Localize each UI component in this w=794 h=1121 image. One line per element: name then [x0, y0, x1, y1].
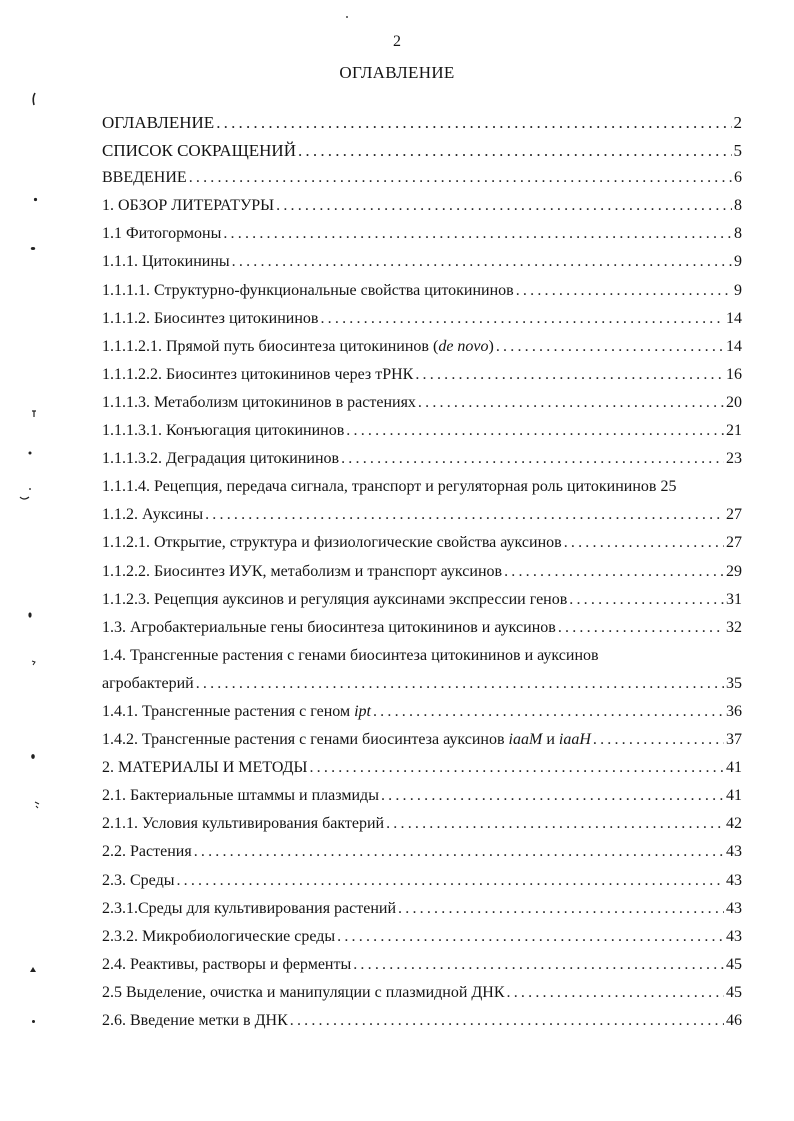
toc-entry-title: 1.4.2. Трансгенные растения с генами биосинтеза ауксинов iaaM и iaaH — [102, 731, 591, 749]
toc-entry-title: агробактерий — [102, 674, 194, 692]
toc-entry[interactable] — [102, 422, 742, 450]
toc-entry[interactable] — [102, 506, 742, 534]
toc-entry-page: 2 — [733, 113, 742, 132]
scan-speck — [31, 1019, 36, 1024]
dot-leader — [569, 591, 724, 609]
dot-leader — [386, 815, 724, 833]
toc-entry[interactable] — [102, 984, 742, 1012]
toc-entry-title: 1.1.2. Ауксины — [102, 506, 204, 524]
toc-entry-title: 2.4. Реактивы, растворы и ферменты — [102, 955, 352, 973]
dot-leader — [320, 310, 724, 328]
dot-leader — [176, 872, 724, 890]
toc-entry[interactable] — [102, 647, 742, 675]
scan-speck — [345, 15, 349, 19]
toc-entry-page: 45 — [726, 983, 742, 1001]
dot-leader — [232, 253, 732, 271]
dot-leader — [398, 900, 724, 918]
toc-entry-title: 2.3.2. Микробиологические среды — [102, 927, 336, 945]
dot-leader — [558, 619, 724, 637]
toc-entry-title: 1.1 Фитогормоны — [102, 225, 222, 243]
toc-entry-page: 5 — [733, 141, 742, 161]
toc-entry[interactable] — [102, 843, 742, 871]
toc-entry-title: 1.1.2.3. Рецепция ауксинов и регуляция ауксинами экспрессии генов — [102, 590, 568, 608]
toc-entry-page: 35 — [726, 674, 742, 692]
toc-entry-title: 1.1.1. Цитокинины — [102, 253, 230, 271]
toc-entry[interactable] — [102, 534, 742, 562]
toc-entry[interactable] — [102, 366, 742, 394]
toc-entry[interactable] — [102, 787, 742, 815]
dot-leader — [415, 366, 724, 384]
toc-entry-title: 2.3. Среды — [102, 871, 175, 889]
toc-entry-title: 1.1.2.1. Открытие, структура и физиологические свойства ауксинов — [102, 534, 562, 552]
dot-leader — [196, 675, 724, 693]
toc-entry-page: 25 — [660, 478, 677, 496]
toc-entry-page: 8 — [734, 197, 742, 215]
toc-entry[interactable] — [102, 310, 742, 338]
dot-leader — [341, 450, 724, 468]
dot-leader — [194, 843, 724, 861]
scan-speck — [31, 92, 37, 106]
dot-leader — [496, 338, 724, 356]
dot-leader — [353, 956, 724, 974]
dot-leader — [205, 506, 724, 524]
dot-leader — [507, 984, 724, 1002]
scan-speck — [33, 197, 38, 202]
toc-entry-title: 1.3. Агробактериальные гены биосинтеза цитокининов и ауксинов — [102, 618, 556, 636]
toc-entry-title: 1.1.1.3. Метаболизм цитокининов в растениях — [102, 393, 416, 411]
toc-entry-page: 43 — [726, 927, 742, 945]
scan-speck — [30, 246, 36, 251]
toc-entry-page: 6 — [734, 169, 742, 187]
toc-entry[interactable] — [102, 900, 742, 928]
toc-entry[interactable] — [102, 282, 742, 310]
toc-entry-title: 1.1.1.3.1. Конъюгация цитокининов — [102, 422, 345, 440]
toc-entry[interactable] — [102, 478, 742, 506]
toc-entry[interactable] — [102, 113, 742, 141]
table-of-contents — [102, 113, 742, 1040]
toc-entry-page: 41 — [726, 759, 742, 777]
toc-entry[interactable] — [102, 225, 742, 253]
toc-entry-title: 2.3.1.Среды для культивирования растений — [102, 899, 397, 917]
toc-entry-page: 20 — [726, 393, 742, 411]
toc-entry[interactable] — [102, 591, 742, 619]
dot-leader — [223, 225, 732, 243]
dot-leader — [504, 563, 724, 581]
toc-entry-continuation[interactable] — [102, 675, 742, 703]
toc-entry-title: 1.1.1.3.2. Деградация цитокининов — [102, 450, 340, 468]
toc-entry[interactable] — [102, 759, 742, 787]
scan-speck — [31, 660, 36, 666]
scan-speck — [27, 611, 33, 619]
toc-entry[interactable] — [102, 703, 742, 731]
toc-entry-page: 21 — [726, 422, 742, 440]
toc-entry-page: 45 — [726, 955, 742, 973]
dot-leader — [298, 141, 732, 161]
toc-entry-title: 1.4.1. Трансгенные растения с геном ipt — [102, 702, 371, 720]
toc-entry-page: 32 — [726, 618, 742, 636]
toc-entry-title: 2.6. Введение метки в ДНК — [102, 1012, 288, 1029]
toc-entry-title: 1. ОБЗОР ЛИТЕРАТУРЫ — [102, 197, 275, 215]
toc-entry[interactable] — [102, 928, 742, 956]
toc-entry-page: 23 — [726, 450, 742, 468]
toc-entry-title: 2.1. Бактериальные штаммы и плазмиды — [102, 787, 379, 805]
toc-entry-title: ОГЛАВЛЕНИЕ — [102, 113, 215, 132]
toc-entry-title: СПИСОК СОКРАЩЕНИЙ — [102, 141, 296, 161]
scan-speck — [27, 450, 33, 456]
toc-entry[interactable] — [102, 1012, 742, 1040]
toc-entry[interactable] — [102, 731, 742, 759]
toc-entry[interactable] — [102, 169, 742, 197]
dot-leader — [290, 1012, 724, 1030]
toc-entry-title: 1.1.1.2.1. Прямой путь биосинтеза цитокининов (de novo) — [102, 337, 494, 355]
toc-entry-page: 42 — [726, 815, 742, 833]
scan-speck — [29, 966, 37, 973]
dot-leader — [346, 422, 724, 440]
toc-entry[interactable] — [102, 815, 742, 843]
dot-leader — [564, 534, 724, 552]
page-number: 2 — [393, 33, 401, 50]
toc-entry[interactable] — [102, 450, 742, 478]
dot-leader — [418, 394, 724, 412]
toc-entry[interactable] — [102, 338, 742, 366]
toc-entry-title: 2.2. Растения — [102, 843, 192, 861]
scan-speck — [33, 800, 41, 809]
toc-entry-title: 1.1.1.2. Биосинтез цитокининов — [102, 309, 319, 327]
toc-entry[interactable] — [102, 563, 742, 591]
dot-leader — [381, 787, 724, 805]
toc-entry-title: 1.1.1.1. Структурно-функциональные свойства цитокининов — [102, 281, 514, 299]
dot-leader — [373, 703, 724, 721]
toc-entry-page: 46 — [726, 1012, 742, 1029]
toc-entry-title: ВВЕДЕНИЕ — [102, 169, 187, 187]
toc-entry[interactable] — [102, 253, 742, 281]
toc-entry-title: 2.5 Выделение, очистка и манипуляции с плазмидной ДНК — [102, 983, 505, 1001]
toc-entry-page: 27 — [726, 506, 742, 524]
toc-entry[interactable] — [102, 394, 742, 422]
toc-entry-page: 43 — [726, 899, 742, 917]
toc-entry-title: 1.4. Трансгенные растения с генами биосинтеза цитокининов и ауксинов — [102, 646, 599, 664]
toc-entry-title: 2.1.1. Условия культивирования бактерий — [102, 815, 385, 833]
toc-entry-title: 1.1.1.2.2. Биосинтез цитокининов через тРНК — [102, 365, 414, 383]
page-title: ОГЛАВЛЕНИЕ — [339, 63, 455, 82]
scan-speck — [19, 488, 33, 502]
toc-entry-page: 43 — [726, 871, 742, 889]
toc-entry-page: 27 — [726, 534, 742, 552]
toc-entry-page: 9 — [734, 253, 742, 271]
toc-entry[interactable] — [102, 872, 742, 900]
toc-entry-title: 2. МАТЕРИАЛЫ И МЕТОДЫ — [102, 759, 308, 777]
toc-entry-page: 31 — [726, 590, 742, 608]
toc-entry-page: 41 — [726, 787, 742, 805]
toc-entry-page: 8 — [734, 225, 742, 243]
toc-entry-page: 43 — [726, 843, 742, 861]
toc-entry[interactable] — [102, 141, 742, 169]
dot-leader — [189, 169, 732, 187]
dot-leader — [309, 759, 724, 777]
toc-entry-page: 14 — [726, 337, 742, 355]
scan-speck — [30, 753, 36, 760]
toc-entry-title: 1.1.1.4. Рецепция, передача сигнала, транспорт и регуляторная роль цитокининов — [102, 478, 657, 496]
dot-leader — [337, 928, 724, 946]
toc-entry-title: 1.1.2.2. Биосинтез ИУК, метаболизм и транспорт ауксинов — [102, 562, 503, 580]
toc-entry-page: 37 — [726, 731, 742, 749]
dot-leader — [516, 282, 732, 300]
toc-entry-page: 16 — [726, 365, 742, 383]
toc-entry-page: 14 — [726, 309, 742, 327]
dot-leader — [593, 731, 724, 749]
dot-leader — [216, 113, 731, 133]
toc-entry[interactable] — [102, 197, 742, 225]
toc-entry-page: 36 — [726, 702, 742, 720]
toc-entry[interactable] — [102, 619, 742, 647]
dot-leader — [276, 197, 732, 215]
scan-speck — [31, 410, 37, 418]
toc-entry-page: 9 — [734, 281, 742, 299]
toc-entry-page: 29 — [726, 562, 742, 580]
toc-entry[interactable] — [102, 956, 742, 984]
